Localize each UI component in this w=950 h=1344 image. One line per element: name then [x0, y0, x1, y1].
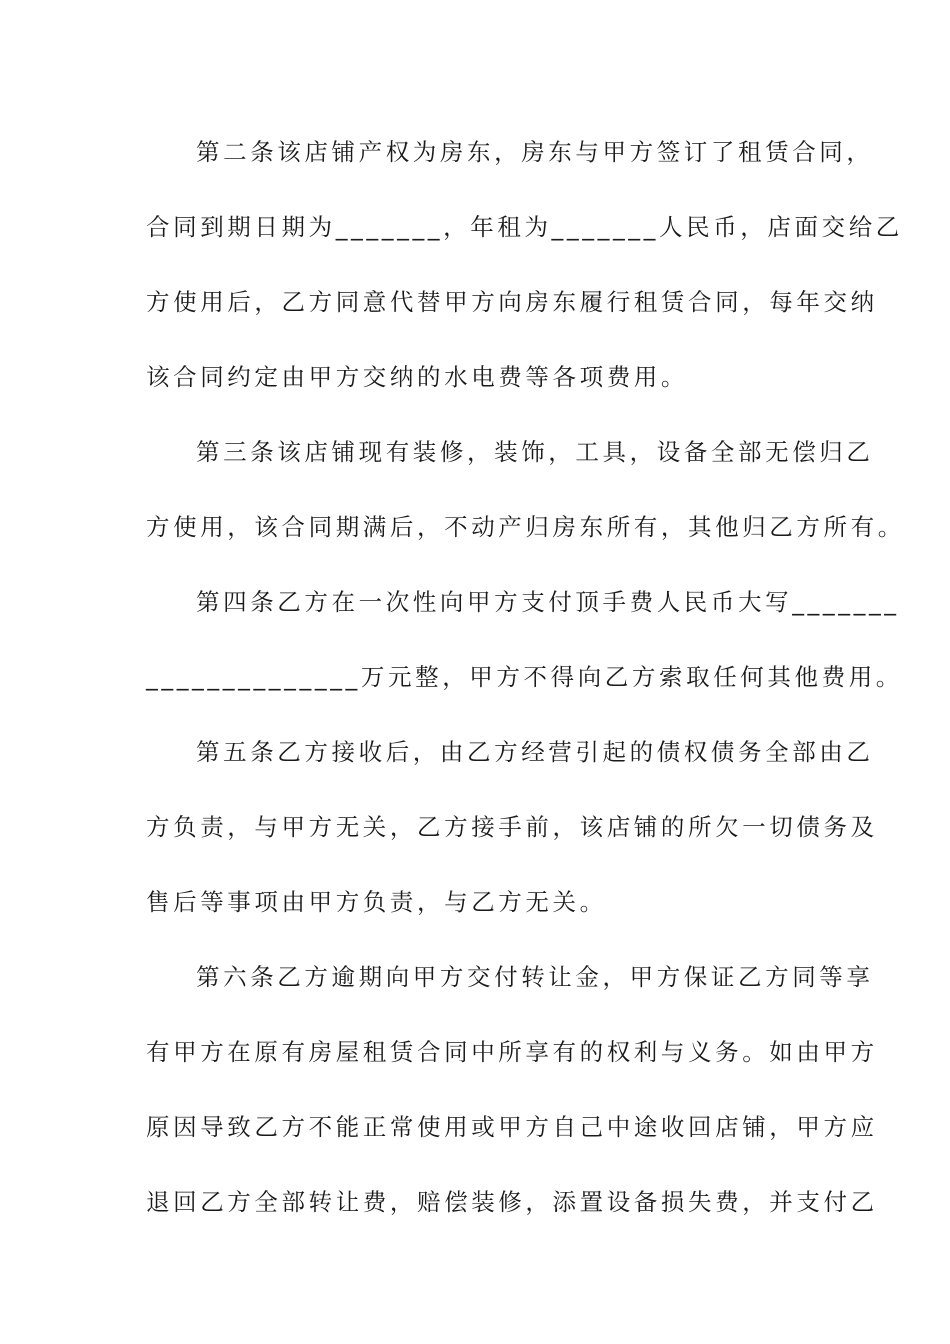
clause-2-line-4: 该合同约定由甲方交纳的水电费等各项费用。	[146, 363, 688, 391]
clause-5-line-3: 售后等事项由甲方负责，与乙方无关。	[146, 888, 607, 916]
clause-6-line-1: 第六条乙方逾期向甲方交付转让金，甲方保证乙方同等享	[196, 963, 874, 991]
clause-3-line-2: 方使用，该合同期满后，不动产归房东所有，其他归乙方所有。	[146, 513, 905, 541]
clause-2-line-1: 第二条该店铺产权为房东，房东与甲方签订了租赁合同，	[196, 138, 874, 166]
clause-6-line-2: 有甲方在原有房屋租赁合同中所享有的权利与义务。如由甲方	[146, 1038, 878, 1066]
clause-5-line-2: 方负责，与甲方无关，乙方接手前，该店铺的所欠一切债务及	[146, 813, 878, 841]
clause-6-line-4: 退回乙方全部转让费，赔偿装修，添置设备损失费，并支付乙	[146, 1188, 878, 1216]
clause-5-line-1: 第五条乙方接收后，由乙方经营引起的债权债务全部由乙	[196, 738, 874, 766]
clause-4-line-2: ______________万元整，甲方不得向乙方索取任何其他费用。	[146, 663, 903, 691]
clause-6-line-3: 原因导致乙方不能正常使用或甲方自己中途收回店铺，甲方应	[146, 1113, 878, 1141]
clause-2-line-3: 方使用后，乙方同意代替甲方向房东履行租赁合同，每年交纳	[146, 288, 878, 316]
clause-2-line-2: 合同到期日期为_______，年租为_______人民币，店面交给乙	[146, 213, 903, 241]
clause-3-line-1: 第三条该店铺现有装修，装饰，工具，设备全部无偿归乙	[196, 438, 874, 466]
clause-4-line-1: 第四条乙方在一次性向甲方支付顶手费人民币大写_______	[196, 588, 900, 616]
